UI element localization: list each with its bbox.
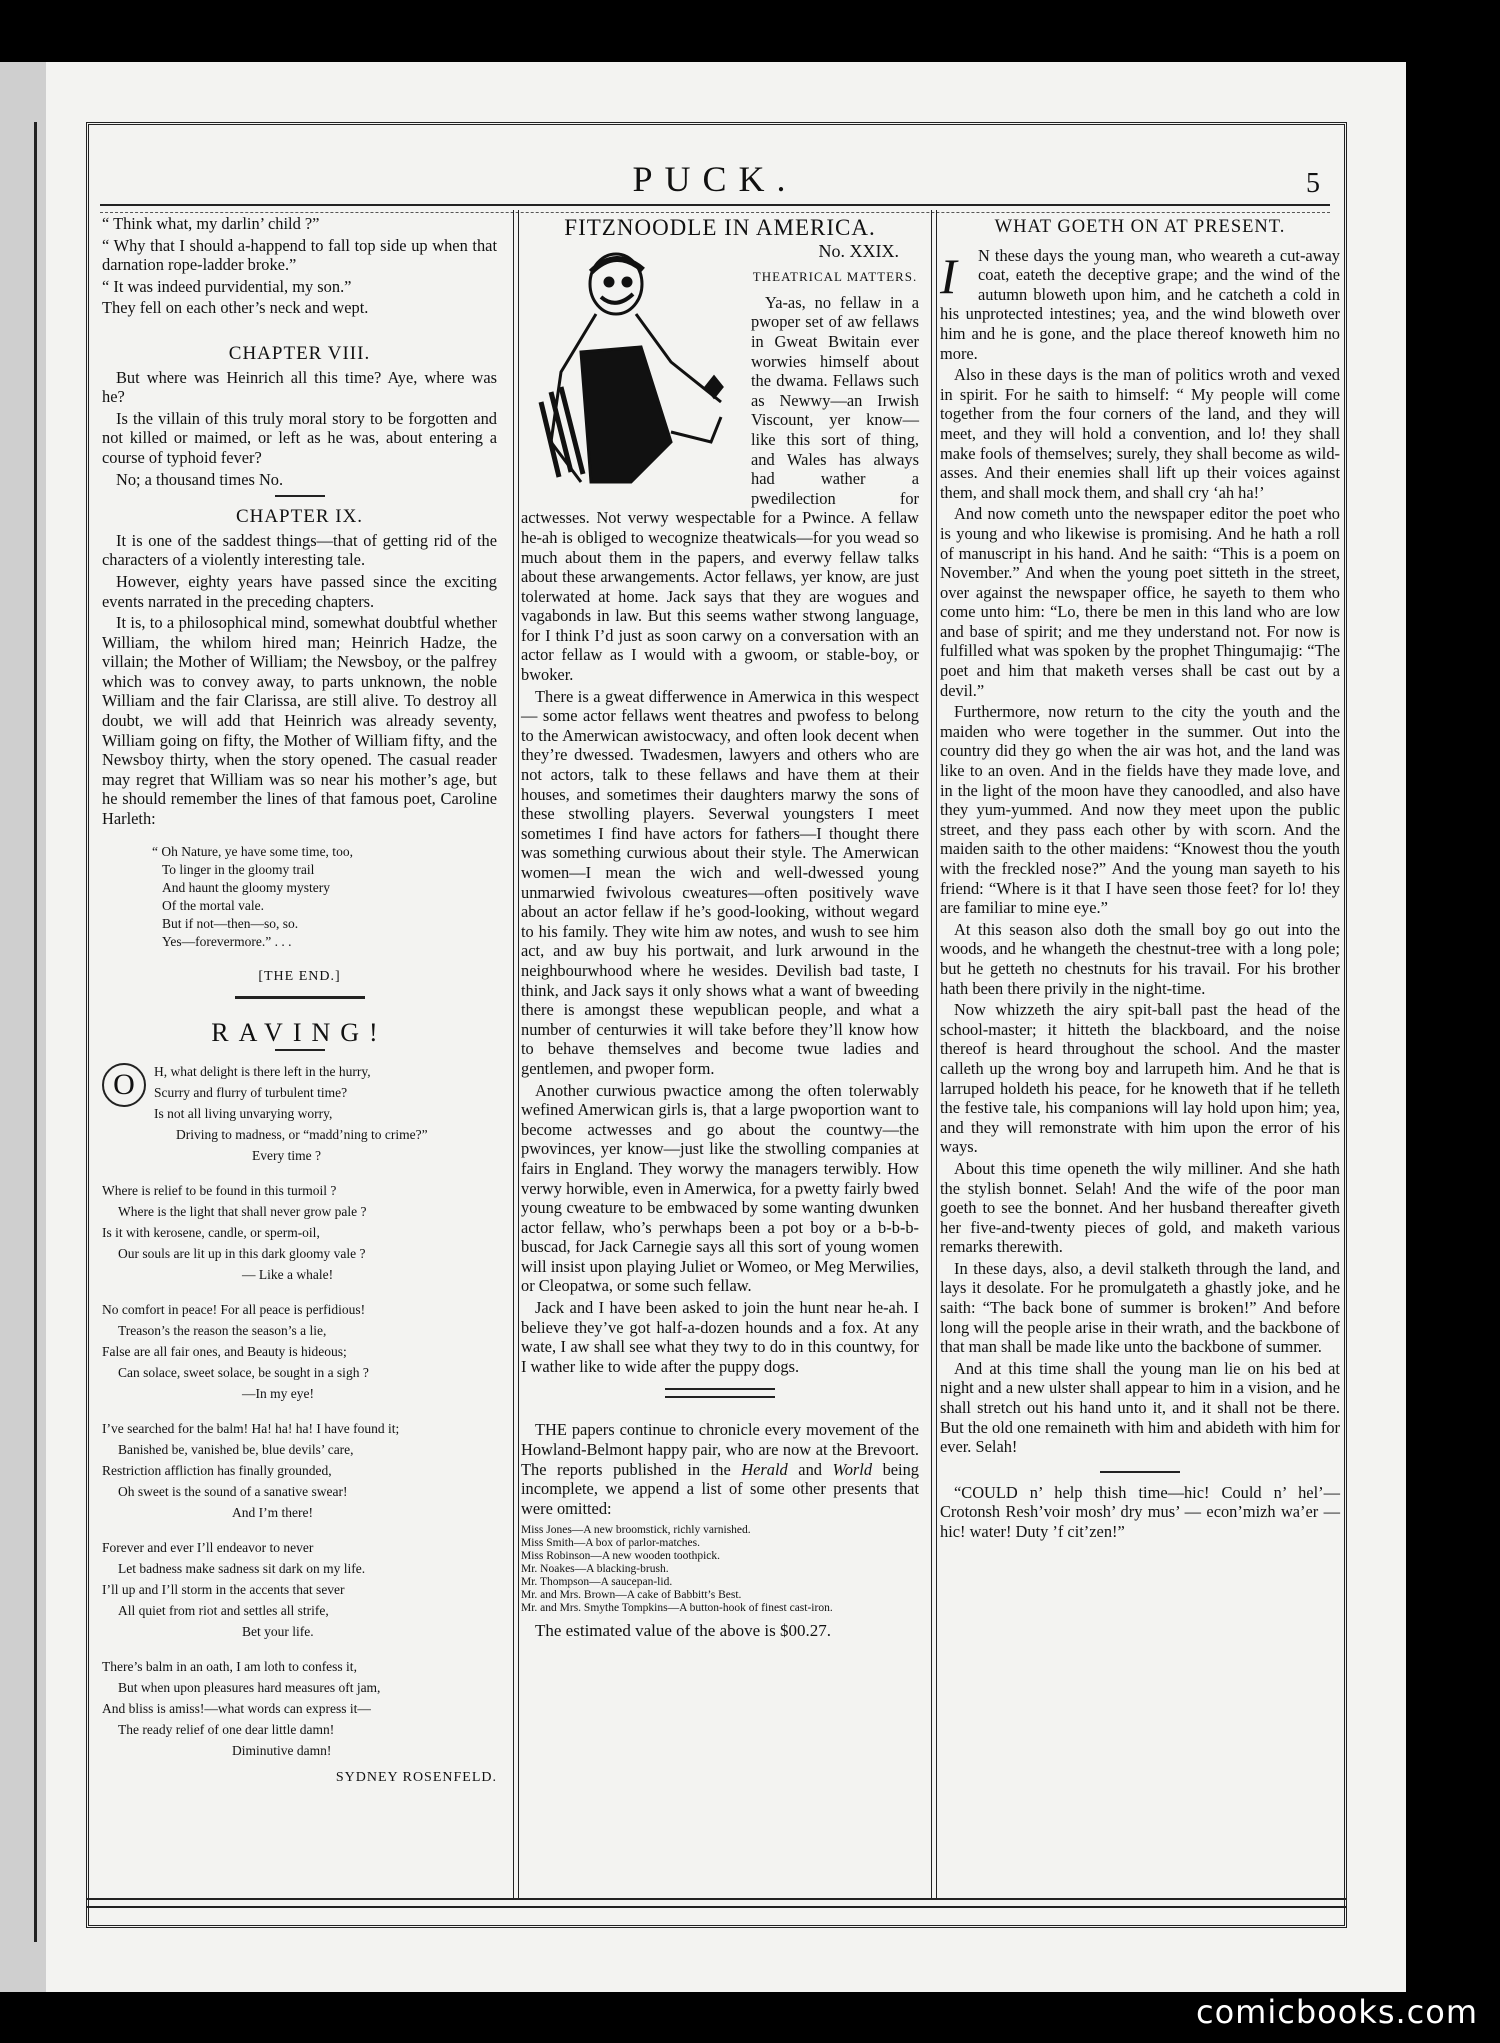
poem-line: Is not all living unvarying worry, [154,1105,333,1121]
verse-line: Yes—forevermore.” . . . [162,933,292,949]
hic-paragraph: “COULD n’ help thish time—hic! Could n’ hel’—Crotonsh Resh’voir mosh’ dry mus’ — econ’mizh wa’er — hic! water! Duty ’f cit’zen!” [940,1482,1340,1541]
verse-line: To linger in the gloomy trail [162,861,315,877]
poem-line: False are all fair ones, and Beauty is hideous; [102,1343,347,1359]
poem-title: RAVING! [211,1018,388,1048]
poem-line: Where is the light that shall never grow pale ? [118,1203,367,1219]
paragraph: Also in these days is the man of politics wroth and vexed in spirit. For he saith to himself: “ My people will come together from the four corners of the land, and they will meet, and they will hold a convention, and lo! they shall make fools of themselves; surely, they shall become as wild-asses. And their enemies shall lift up their voices against them, and shall mock them, and shall cry ‘ah ha!’ [940,365,1340,502]
poem-line: But when upon pleasures hard measures oft jam, [118,1679,381,1695]
newspaper-name: World [832,1459,873,1479]
article-subheading: THEATRICAL MATTERS. [752,269,918,285]
estimate-line: The estimated value of the above is $00.27. [535,1621,831,1641]
poem-line: Can solace, sweet solace, be sought in a sigh ? [118,1364,369,1380]
paragraph: About this time openeth the wily milliner. And she hath the stylish bonnet. Selah! And the wife of the poor man goeth to see the bonnet. And her husband thereafter giveth her five-and-twenty pieces of gold, and maketh various remarks therewith. [940,1158,1340,1257]
wedding-paragraph: THE papers continue to chronicle every movement of the Howland-Belmont happy pair, who are now at the Brevoort. The reports published in the Herald and World being incomplete, we append a list of some other presents that were omitted: [521,1420,920,1518]
poem-stanza [102,1418,497,1523]
paragraph: Ya-as, no fellaw in a pwoper set of aw fellaws in Gweat Bwitain ever worwies himself about the dwama. Fellaws such as Newwy—an Irwish Viscount, yer know—like this sort of thing, and Wales has always had wather a pwedilection for actwesses. Not verwy wespectable for a Pwince. A fellaw he-ah is obliged to wecognize theatwicals—for you wead so much about them in the papers, and everwy fellaw talks about these arwangements. Actor fellaws, yer know, are just tolerwated at home. Jack says that they are wogues and vagabonds in law. But this seems wather stwong language, for I think I’d just as soon carwy on a conversation with an actor fellaw as I would with a gwoom, or stable-boy, or bwoker. [521,292,919,685]
left-page-edge [0,62,46,1992]
poem-stanza [102,1180,497,1285]
poem-line: Banished be, vanished be, blue devils’ care, [118,1441,354,1457]
article-title: FITZNOODLE IN AMERICA. [564,215,876,240]
poem-line: —In my eye! [242,1385,314,1401]
poem-raving [102,1061,497,1788]
poem-line: H, what delight is there left in the hurry, [154,1063,371,1079]
gift-item: Mr. Thompson—A saucepan-lid. [521,1576,673,1589]
column-right [940,214,1340,1544]
poem-line: Where is relief to be found in this turmoil ? [102,1182,337,1198]
gift-item: Mr. Noakes—A blacking-brush. [521,1563,669,1576]
fitznoodle-caricature [521,242,741,487]
poem-line: Every time ? [252,1147,321,1163]
section-rule [1100,1471,1180,1473]
poem-line: I’ve searched for the balm! Ha! ha! ha! I have found it; [102,1420,400,1436]
paragraph: It is, to a philosophical mind, somewhat doubtful whether William, the whilom hired man; Heinrich Hadze, the villain; the Mother of William; the Newsboy, or the palfrey which was to convey away, to parts unknown, the noble William and the fair Clarissa, are still alive. To destroy all doubt, we will add that Heinrich was already seventy, William going on fifty, the Mother of William fifty, and the Newsboy thirty, when the story opened. The casual reader may regret that William was so near his mother’s age, but he should remember the lines of that famous poet, Caroline Harleth: [102,613,497,829]
paragraph: And now cometh unto the newspaper editor the poet who is young and who likewise is promising. And he hath a roll of manuscript in his hand. And he saith: “This is a poem on November.” And when the young poet sitteth in the street, over against the newspaper office, he sayeth to them who come unto him: “Lo, there be men in this land who are low and base of spirit; and me they understand not. For now is fulfilled what was spoken by the prophet Thingumajig: “The poet and him that maketh verses shall be cast out by a devil.” [940,504,1340,700]
poem-line: Driving to madness, or “madd’ning to crime?” [176,1126,428,1142]
paragraph: I N these days the young man, who weareth a cut-away coat, eateth the deceptive grape; and the wind of the autumn bloweth upon him, and he catcheth a cold in his unprotected intestines; yea, and the wind bloweth over him and he is gone, and the place thereof knoweth him no more. [940,245,1340,363]
header-rule [100,204,1330,213]
paragraph: It is one of the saddest things—that of getting rid of the characters of a violently interesting tale. [102,530,497,570]
verse-line: But if not—then—so, so. [162,915,299,931]
verse-line: Of the mortal vale. [162,897,264,913]
paragraph: And at this time shall the young man lie on his bed at night and a new ulster shall appear to him in a vision, and he shall stretch out his hand unto it, and it shall not be there. But the old one remaineth with him and abideth with him for ever. Selah! [940,1358,1340,1457]
dialogue-line: “ Why that I should a-happend to fall top side up when that darnation rope-ladder broke.” [102,235,497,275]
poem-line: And bliss is amiss!—what words can express it— [102,1700,371,1716]
the-end-marker: [THE END.] [258,968,341,984]
chapter-heading: CHAPTER IX. [235,506,364,528]
dialogue-line: “ It was indeed purvidential, my son.” [102,276,352,296]
ornamental-drop-letter: I [940,247,957,304]
gift-item: Mr. and Mrs. Brown—A cake of Babbitt’s Best. [521,1589,742,1602]
poem-line: Treason’s the reason the season’s a lie, [118,1322,327,1338]
poem-line: The ready relief of one dear little damn! [118,1721,335,1737]
dialogue-line: They fell on each other’s neck and wept. [102,298,369,318]
gift-item: Miss Robinson—A new wooden toothpick. [521,1550,721,1563]
article-title: WHAT GOETH ON AT PRESENT. [994,217,1286,237]
poem-line: Our souls are lit up in this dark gloomy vale ? [118,1245,366,1261]
column-divider [513,210,519,1900]
paragraph: Jack and I have been asked to join the hunt near he-ah. I believe they’ve got half-a-dozen hounds and a fox. At any wate, I aw shall see what they twy to do in this countwy, for I wather like to wide after the puppy dogs. [521,1298,919,1376]
paragraph: Furthermore, now return to the city the youth and the maiden who were together in the summer. Out into the country did they go when the air was hot, and the land was like to an oven. And in the fields have they made love, and in the light of the moon have they canoodled, and also have they yum-yummed. And now they meet upon the public street, and they pass each other by with scorn. And the maiden saith to the other maidens: “Knowest thou the youth with the freckled nose?” And the young man sayeth to his friend: “Where is it that I have seen those feet? for lo! they are familiar to mine eye.” [940,702,1340,918]
paragraph: There is a gweat differwence in Amerwica in this wespect— some actor fellaws went theatres and pwofess to belong to the Amerwican awistocwacy, and often look decent when they’re dwessed. Twadesmen, lawyers and others who are not actors, talk to these fellaws and have them at their houses, and sometimes their daughters marwy the sons of these stwolling players. Severwal youngsters I meet sometimes I find have actors for fathers—I thought there was something curwious about their style. The Amerwican women—I mean the wich and well-dwessed young unmarwied fwivolous cweatures—often positively wave about an actor fellaw if he’s good-looking, without wegard to his family. They wite him aw notes, and wush to see him act, and aw buy his portwait, and lurk arwound in the neighbourwhood where he wesides. Devilish bad taste, I think, and Jack says it only shows what a want of bweeding there is amongst these wepublican people, and what a number of centurwies it will take before they’ll know how to behave themselves and become twue ladies and gentlemen, and pwoper form. [521,686,919,1078]
gift-list [521,1524,919,1615]
paragraph: No; a thousand times No. [116,469,284,489]
masthead-title: PUCK. [632,159,798,199]
paragraph: In these days, also, a devil stalketh through the land, and lays it desolate. For he promulgateth a ghastly joke, and he saith: “The back bone of summer is broken!” And before long will the people arise in their wrath, and the backbone of that man shall be made like unto the backbone of summer. [940,1258,1340,1357]
poem-stanza [102,1299,497,1404]
poem-line: And I’m there! [232,1504,313,1520]
poem-line: Bet your life. [242,1623,314,1639]
gift-item: Mr. and Mrs. Smythe Tompkins—A button-hook of finest cast-iron. [521,1602,833,1615]
quoted-verse [152,843,497,951]
poem-line: Let badness make sadness sit dark on my life. [118,1560,366,1576]
dialogue-line: “ Think what, my darlin’ child ?” [102,214,320,233]
poem-line: — Like a whale! [242,1266,334,1282]
chapter-heading: CHAPTER VIII. [228,342,371,364]
poem-line: No comfort in peace! For all peace is perfidious! [102,1301,366,1317]
poem-line: Scurry and flurry of turbulent time? [154,1084,348,1100]
poem-stanza [102,1656,497,1761]
poem-line: Restriction affliction has finally grounded, [102,1462,332,1478]
paragraph: At this season also doth the small boy go out into the woods, and he whangeth the chestnut-tree with a long pole; but he getteth no chestnuts for his travail. For his brother hath been there privily in the night-time. [940,919,1340,998]
section-rule [235,996,365,999]
poem-line: Oh sweet is the sound of a sanative swear! [118,1483,348,1499]
column-left [102,214,497,1788]
paragraph: Is the villain of this truly moral story to be forgotten and not killed or maimed, or left as he was, about entering a course of typhoid fever? [102,408,497,467]
poem-line: I’ll up and I’ll storm in the accents that sever [102,1581,345,1597]
poem-line: Is it with kerosene, candle, or sperm-oil, [102,1224,320,1240]
paragraph: However, eighty years have passed since the exciting events narrated in the preceding chapters. [102,571,497,611]
poem-stanza [102,1061,497,1166]
column-middle [521,214,919,1643]
poem-stanza [102,1537,497,1642]
column-divider [931,210,937,1900]
site-watermark: comicbooks.com [1195,1993,1478,2031]
poem-line: Forever and ever I’ll endeavor to never [102,1539,314,1555]
ornamental-drop-letter: O [102,1063,146,1107]
gift-item: Miss Jones—A new broomstick, richly varnished. [521,1524,751,1537]
page-frame-bottom-rule [86,1898,1347,1908]
paragraph: But where was Heinrich all this time? Aye, where was he? [102,367,497,407]
newspaper-name: Herald [741,1459,788,1479]
poem-line: There’s balm in an oath, I am loth to confess it, [102,1658,357,1674]
section-rule [275,495,325,497]
poem-line: Diminutive damn! [232,1742,332,1758]
author-signature: SYDNEY ROSENFELD. [335,1769,497,1785]
verse-line: And haunt the gloomy mystery [162,879,330,895]
small-caps-lead: THE [535,1420,567,1440]
installment-number: No. XXIX. [818,240,899,261]
page-number: 5 [1306,168,1320,199]
poem-line: All quiet from riot and settles all strife, [118,1602,329,1618]
section-rule [665,1388,775,1398]
verse-line: “ Oh Nature, ye have some time, too, [152,843,353,859]
paragraph: Now whizzeth the airy spit-ball past the head of the school-master; it hitteth the blackboard, and the noise thereof is heard throughout the school. And the master calleth up the wrong boy and larrupeth him. And he that is larruped holdeth his peace, for he knoweth that if he telleth the festive tale, his companions will lay hold upon him; yea, and they will remonstrate with him upon the error of his ways. [940,1000,1340,1157]
gift-item: Miss Smith—A box of parlor-matches. [521,1537,700,1550]
paragraph: Another curwious pwactice among the often tolerwably wefined Amerwican girls is, that a large pwoportion want to become actwesses and go about the countwy—the pwovinces, yer know—just like the stwolling companies at fairs in England. They worwy the managers terwibly. How verwy horwible, even in Amerwica, for a pwetty fairly bwed young cweature to be embwaced by some wanting dwunken actor fellaw, who’s perwhaps been a pot boy or a b-b-b-buscad, for Jack Carnegie says all this sort of young women will insist upon playing Juliet or Womeo, or Meg Merwilies, or Cleopatwa, or some such fellaw. [521,1080,919,1296]
section-rule [275,1049,325,1051]
